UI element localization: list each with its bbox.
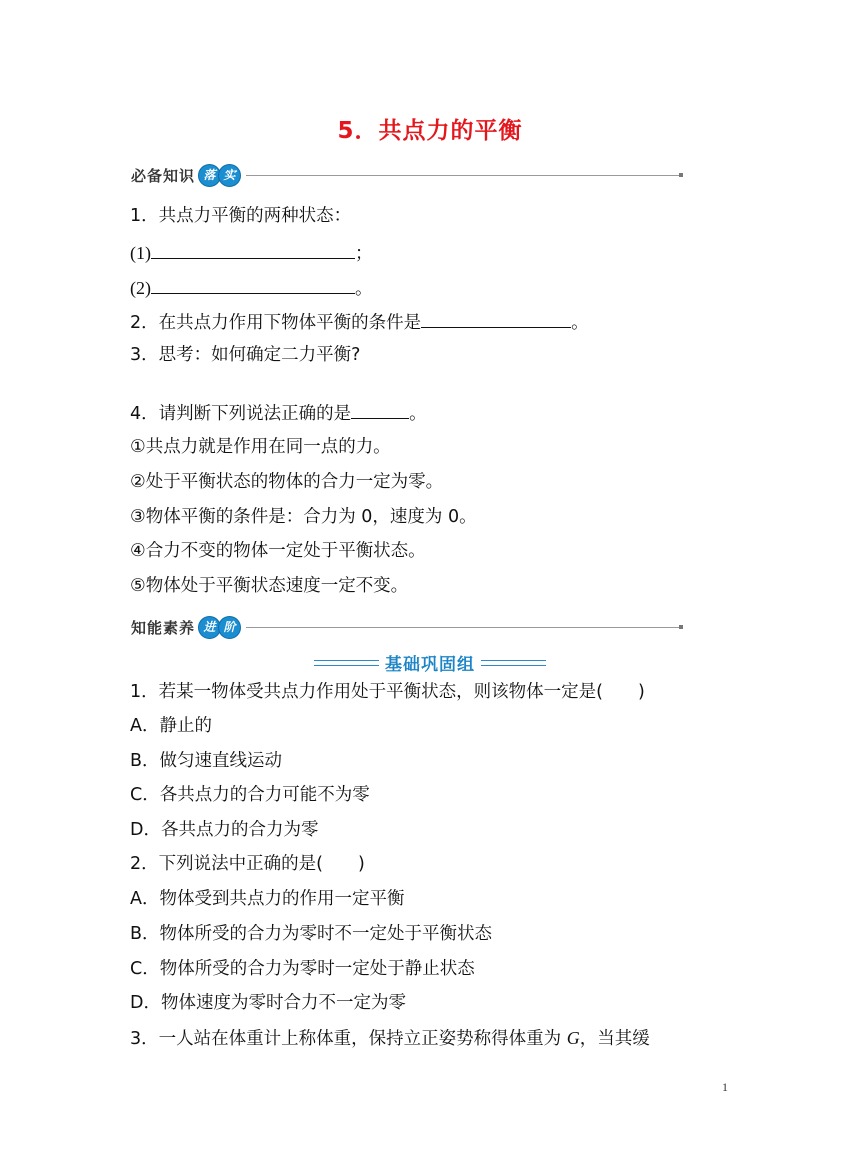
- section-badge: [198, 164, 238, 187]
- badge-char: 阶: [218, 616, 241, 639]
- exercise-3: [130, 1026, 650, 1051]
- exercise-1: 1．若某一物体受共点力作用处于平衡状态，则该物体一定是( ): [130, 682, 645, 702]
- knowledge-q1-2: [130, 275, 373, 301]
- statement-4: ④合力不变的物体一定处于平衡状态。: [130, 541, 426, 561]
- knowledge-q3: 3．思考：如何确定二力平衡?: [130, 345, 361, 365]
- section-divider: [246, 175, 681, 176]
- page-title: 5．共点力的平衡: [337, 118, 523, 144]
- exercise-2-option-a: A．物体受到共点力的作用一定平衡: [130, 889, 405, 909]
- group-title-text: 基础巩固组: [385, 655, 475, 675]
- statement-2: ②处于平衡状态的物体的合力一定为零。: [130, 472, 444, 492]
- knowledge-q2: [130, 309, 589, 335]
- exercise-1-option-a: A．静止的: [130, 716, 212, 736]
- decorative-double-line: [314, 660, 379, 666]
- knowledge-q1-1: [130, 240, 373, 266]
- answer-blank: [351, 400, 409, 419]
- exercise-2-option-c: C．物体所受的合力为零时一定处于静止状态: [130, 959, 475, 979]
- answer-blank: [151, 240, 355, 259]
- item-number: (2): [130, 278, 151, 298]
- question-text: 4．请判断下列说法正确的是: [130, 404, 352, 424]
- statement-1: ①共点力就是作用在同一点的力。: [130, 437, 391, 457]
- badge-char: 落: [198, 164, 221, 187]
- question-text: 2．在共点力作用下物体平衡的条件是: [130, 313, 422, 333]
- exercise-2-option-b: B．物体所受的合力为零时不一定处于平衡状态: [130, 924, 493, 944]
- decorative-double-line: [481, 660, 546, 666]
- statement-3: ③物体平衡的条件是：合力为 0，速度为 0。: [130, 507, 477, 527]
- knowledge-q1: 1．共点力平衡的两种状态：: [130, 206, 352, 226]
- question-text: ，当其缓: [579, 1029, 650, 1049]
- group-title: [0, 650, 860, 675]
- section-header-essential-knowledge: [131, 162, 681, 188]
- statement-5: ⑤物体处于平衡状态速度一定不变。: [130, 576, 409, 596]
- badge-char: 实: [218, 164, 241, 187]
- section-divider: [246, 627, 681, 628]
- variable-g: G: [566, 1028, 580, 1048]
- section-label: 必备知识: [131, 166, 196, 185]
- exercise-1-option-d: D．各共点力的合力为零: [130, 820, 319, 840]
- knowledge-q4: [130, 400, 427, 426]
- section-header-competence: [131, 614, 681, 640]
- badge-char: 进: [198, 616, 221, 639]
- exercise-1-option-c: C．各共点力的合力可能不为零: [130, 785, 370, 805]
- punctuation: ；: [355, 244, 373, 264]
- punctuation: 。: [409, 404, 427, 424]
- exercise-1-option-b: B．做匀速直线运动: [130, 751, 283, 771]
- exercise-2: 2．下列说法中正确的是( ): [130, 854, 365, 874]
- answer-blank: [151, 275, 355, 294]
- page-number: 1: [722, 1080, 728, 1094]
- answer-blank: [421, 309, 571, 328]
- punctuation: 。: [355, 279, 373, 299]
- exercise-2-option-d: D．物体速度为零时合力不一定为零: [130, 993, 406, 1013]
- section-label: 知能素养: [131, 618, 196, 637]
- item-number: (1): [130, 243, 151, 263]
- question-text: 3．一人站在体重计上称体重，保持立正姿势称得体重为: [130, 1029, 567, 1049]
- section-badge: [198, 616, 238, 639]
- punctuation: 。: [571, 313, 589, 333]
